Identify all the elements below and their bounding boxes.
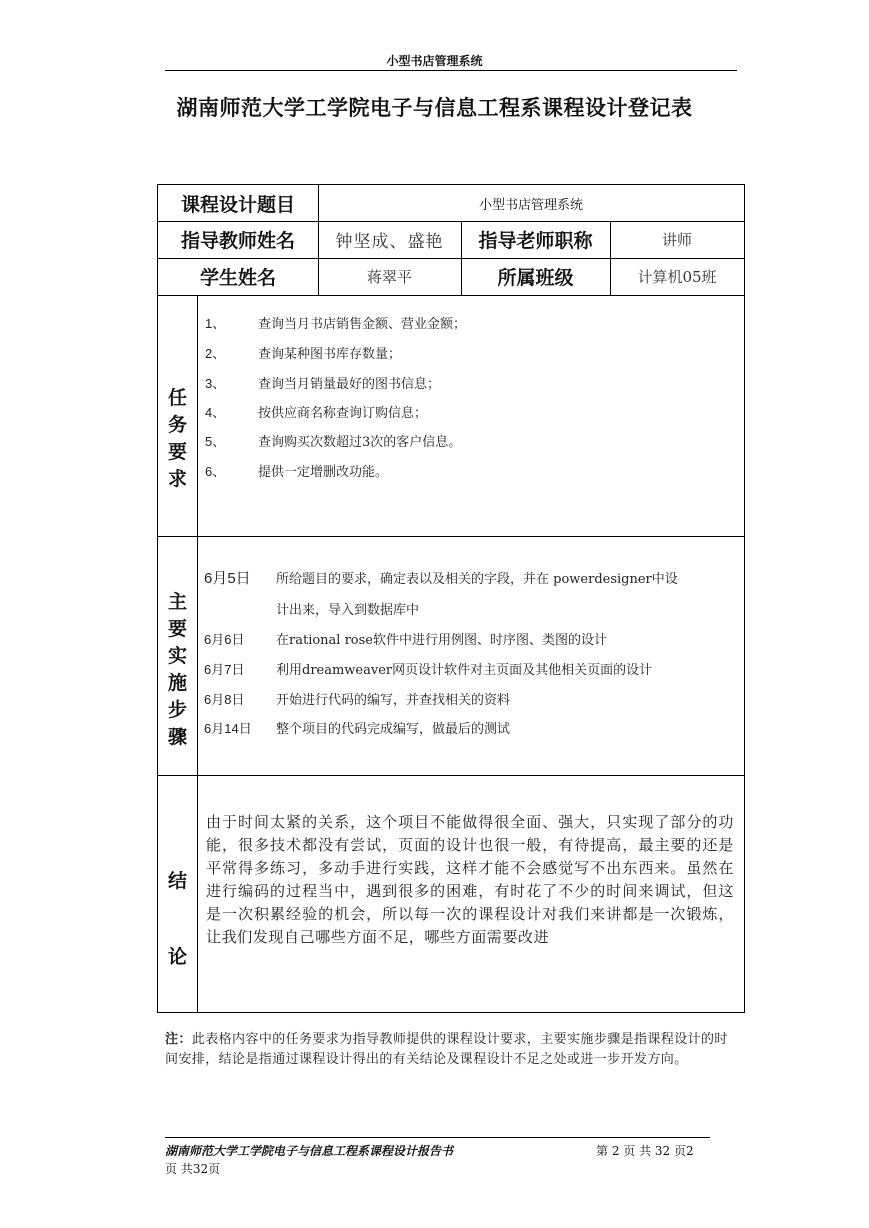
task-text: 查询购买次数超过3次的客户信息。	[258, 435, 462, 450]
task-number: 1、	[205, 316, 226, 331]
step-item	[204, 718, 510, 737]
step-text: 所给题目的要求，确定表以及相关的字段，并在 powerdesigner中设	[276, 572, 678, 587]
step-text: 在rational rose软件中进行用例图、时序图、类图的设计	[276, 633, 607, 648]
tasks-label-char: 求	[167, 468, 187, 490]
task-item	[205, 343, 401, 362]
task-text: 查询当月书店销售金额、营业金额；	[258, 317, 467, 332]
steps-label-char: 施	[167, 672, 187, 694]
task-text: 查询当月销量最好的图书信息；	[258, 377, 441, 392]
task-item	[205, 431, 461, 450]
task-item	[205, 461, 388, 480]
class-label: 所属班级	[497, 267, 574, 289]
step-text-continued: 计出来，导入到数据库中	[276, 603, 420, 618]
course-topic-value: 小型书店管理系统	[478, 197, 583, 213]
note-text: 此表格内容中的任务要求为指导教师提供的课程设计要求，主要实施步骤是指课程设计的时间安排，结论是指通过课程设计得出的有关结论及课程设计不足之处或进一步开发方向。	[165, 1032, 728, 1067]
tasks-section-label	[158, 385, 197, 493]
advisor-name-value: 钟坚成、盛艳	[335, 232, 444, 252]
step-text: 整个项目的代码完成编写，做最后的测试	[276, 722, 511, 737]
task-item	[205, 373, 440, 392]
class-value: 计算机05班	[637, 268, 717, 286]
steps-label-char: 实	[167, 645, 187, 667]
advisor-name-label: 指导教师姓名	[180, 230, 295, 252]
running-header: 小型书店管理系统	[386, 54, 483, 68]
step-date: 6月7日	[204, 662, 245, 677]
footer-page-total: 页 共32页	[165, 1162, 221, 1176]
steps-label-char: 要	[167, 618, 187, 640]
footer-report-title: 湖南师范大学工学院电子与信息工程系课程设计报告书	[165, 1144, 454, 1158]
col-divider	[197, 295, 198, 1012]
step-text: 开始进行代码的编写，并查找相关的资料	[276, 693, 511, 708]
step-date: 6月14日	[204, 721, 252, 736]
step-date: 6月8日	[204, 692, 245, 707]
task-number: 3、	[205, 376, 226, 391]
tasks-label-char: 要	[167, 441, 187, 463]
student-name-label: 学生姓名	[199, 267, 276, 289]
step-text: 利用dreamweaver网页设计软件对主页面及其他相关页面的设计	[276, 663, 653, 678]
steps-section-label	[158, 589, 197, 751]
step-item	[204, 659, 652, 678]
steps-label-char: 主	[167, 591, 187, 613]
steps-label-char: 步	[167, 699, 187, 721]
task-number: 5、	[205, 434, 226, 449]
document-title: 湖南师范大学工学院电子与信息工程系课程设计登记表	[176, 96, 693, 120]
header-rule	[165, 70, 737, 71]
task-text: 查询某种图书库存数量；	[258, 347, 402, 362]
task-text: 提供一定增删改功能。	[258, 465, 389, 480]
task-number: 2、	[205, 346, 226, 361]
footer-rule	[165, 1137, 710, 1138]
student-name-value: 蒋翠平	[366, 268, 412, 286]
advisor-title-value: 讲师	[661, 231, 692, 249]
step-item	[204, 689, 510, 708]
course-topic-label: 课程设计题目	[180, 193, 295, 216]
steps-label-char: 骤	[167, 726, 187, 748]
step-item	[204, 629, 607, 648]
registration-table	[157, 184, 745, 1013]
conclusion-text: 由于时间太紧的关系，这个项目不能做得很全面、强大，只实现了部分的功能，很多技术都没有尝试，页面的设计也很一般，有待提高，最主要的还是平常得多练习，多动手进行实践，这样才能不会感觉写不出东西来。虽然在进行编码的过程当中，遇到很多的困难，有时花了不少的时间来调试，但这是一次积累经验的机会，所以每一次的课程设计对我们来讲都是一次锻炼，让我们发现自己哪些方面不足，哪些方面需要改进	[206, 813, 734, 946]
conclusion-section-label	[158, 867, 197, 971]
row-divider	[158, 775, 744, 776]
row-divider	[158, 295, 744, 296]
advisor-title-label: 指导老师职称	[478, 230, 593, 252]
task-text: 按供应商名称查询订购信息；	[258, 406, 428, 421]
conclusion-label-char: 论	[167, 946, 187, 968]
row-divider	[158, 536, 744, 537]
conclusion-label-char: 结	[167, 870, 187, 892]
task-number: 6、	[205, 464, 226, 479]
step-item	[204, 567, 678, 588]
step-date: 6月5日	[204, 570, 251, 587]
footer-page-number: 第 2 页 共 32 页2	[596, 1144, 694, 1158]
note-prefix: 注：	[165, 1032, 192, 1047]
task-item	[205, 313, 466, 332]
table-note	[165, 1030, 740, 1069]
tasks-label-char: 任	[167, 387, 187, 409]
step-date: 6月6日	[204, 632, 245, 647]
task-item	[205, 402, 427, 421]
tasks-label-char: 务	[167, 414, 187, 436]
task-number: 4、	[205, 405, 226, 420]
